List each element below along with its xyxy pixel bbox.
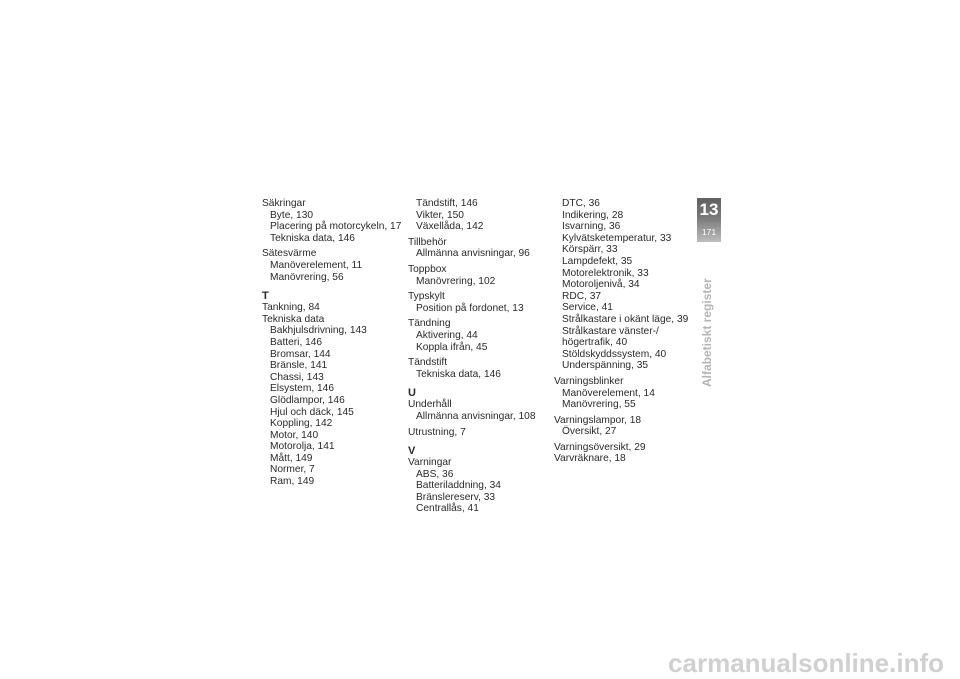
index-subentry: Vikter, 150 (416, 209, 464, 221)
index-subentry: Service, 41 (562, 302, 613, 314)
watermark: carmanualsonline.info (668, 648, 944, 678)
index-subentry: Allmänna anvisningar, 108 (416, 410, 536, 422)
index-subentry: Mått, 149 (270, 452, 313, 464)
index-subentry: Strålkastare i okänt läge, 39 (562, 313, 689, 325)
index-subentry: Placering på motorcykeln, 17 (270, 221, 402, 233)
index-subentry: DTC, 36 (562, 198, 600, 209)
index-letter-heading: T (262, 290, 269, 303)
index-column-1 (262, 198, 402, 488)
index-subentry: Tekniska data, 146 (416, 368, 501, 380)
index-entry: Varningslampor, 18 (554, 414, 642, 426)
index-subentry: Allmänna anvisningar, 96 (416, 248, 530, 260)
index-subentry: Körspärr, 33 (562, 244, 618, 256)
index-subentry: Manövrering, 56 (270, 271, 344, 283)
index-subentry: Koppla ifrån, 45 (416, 341, 488, 353)
index-entry: Utrustning, 7 (408, 426, 466, 438)
index-subentry: Lampdefekt, 35 (562, 255, 633, 267)
index-subentry: Manövrering, 55 (562, 399, 636, 411)
index-subentry: Motoroljenivå, 34 (562, 279, 640, 291)
index-subentry: Centrallås, 41 (416, 503, 479, 515)
index-subentry: Bränsle, 141 (270, 360, 328, 372)
index-subentry: Batteri, 146 (270, 336, 323, 348)
index-entry: Säkringar (262, 198, 306, 209)
index-subentry: Underspänning, 35 (562, 360, 649, 372)
section-side-title: Alfabetiskt register (700, 278, 714, 387)
index-entry: Typskylt (408, 291, 445, 303)
chapter-tab (697, 198, 721, 242)
index-subentry: Kylvätsketemperatur, 33 (562, 232, 672, 244)
index-subentry: Isvarning, 36 (562, 221, 621, 233)
index-entry: Tillbehör (408, 236, 447, 248)
index-entry: Varningar (408, 457, 452, 469)
index-entry: Tändstift (408, 357, 448, 369)
index-subentry: Byte, 130 (270, 209, 314, 221)
index-subentry: Växellåda, 142 (416, 221, 484, 233)
index-subentry: Indikering, 28 (562, 209, 624, 221)
index-subentry: RDC, 37 (562, 290, 602, 302)
index-subentry: Bakhjulsdrivning, 143 (270, 325, 367, 337)
index-subentry: Normer, 7 (270, 464, 315, 476)
index-subentry: Manöverelement, 11 (270, 259, 363, 271)
index-entry: Underhåll (408, 399, 452, 411)
index-subentry: Tändstift, 146 (416, 198, 478, 209)
index-subentry: Manövrering, 102 (416, 275, 496, 287)
index-entry: Tekniska data (262, 313, 325, 325)
index-entry: Toppbox (408, 263, 447, 275)
index-subentry: högertrafik, 40 (562, 337, 628, 349)
index-subentry: Elsystem, 146 (270, 383, 334, 395)
index-subentry: Aktivering, 44 (416, 329, 478, 341)
index-letter-heading: V (408, 445, 416, 458)
index-entry: Varningsöversikt, 29 (554, 441, 646, 453)
index-column-2 (408, 198, 548, 515)
index-subentry: Glödlampor, 146 (270, 394, 345, 406)
index-subentry: Motorolja, 141 (270, 441, 335, 453)
index-subentry: Strålkastare vänster-/ (562, 325, 659, 337)
index-subentry: ABS, 36 (416, 468, 454, 480)
index-subentry: Motorelektronik, 33 (562, 267, 649, 279)
index-subentry: Stöldskyddssystem, 40 (562, 348, 667, 360)
index-subentry: Position på fordonet, 13 (416, 302, 524, 314)
index-entry: Varvräknare, 18 (554, 453, 626, 465)
index-subentry: Batteriladdning, 34 (416, 480, 501, 492)
index-subentry: Motor, 140 (270, 429, 319, 441)
chapter-number: 13 (699, 200, 719, 219)
index-subentry: Bränslereserv, 33 (416, 491, 496, 503)
index-subentry: Chassi, 143 (270, 371, 324, 383)
index-subentry: Översikt, 27 (562, 426, 617, 438)
index-subentry: Manöverelement, 14 (562, 387, 655, 399)
index-letter-heading: U (408, 387, 416, 400)
index-subentry: Bromsar, 144 (270, 348, 331, 360)
index-entry: Tändning (408, 318, 451, 330)
page-number: 171 (701, 227, 717, 237)
index-entry: Tankning, 84 (262, 302, 320, 314)
index-subentry: Hjul och däck, 145 (270, 406, 354, 418)
index-subentry: Koppling, 142 (270, 418, 333, 430)
index-subentry: Ram, 149 (270, 476, 315, 488)
index-entry: Varningsblinker (554, 375, 624, 387)
index-entry: Sätesvärme (262, 248, 317, 260)
index-column-3 (554, 198, 694, 465)
index-subentry: Tekniska data, 146 (270, 232, 355, 244)
